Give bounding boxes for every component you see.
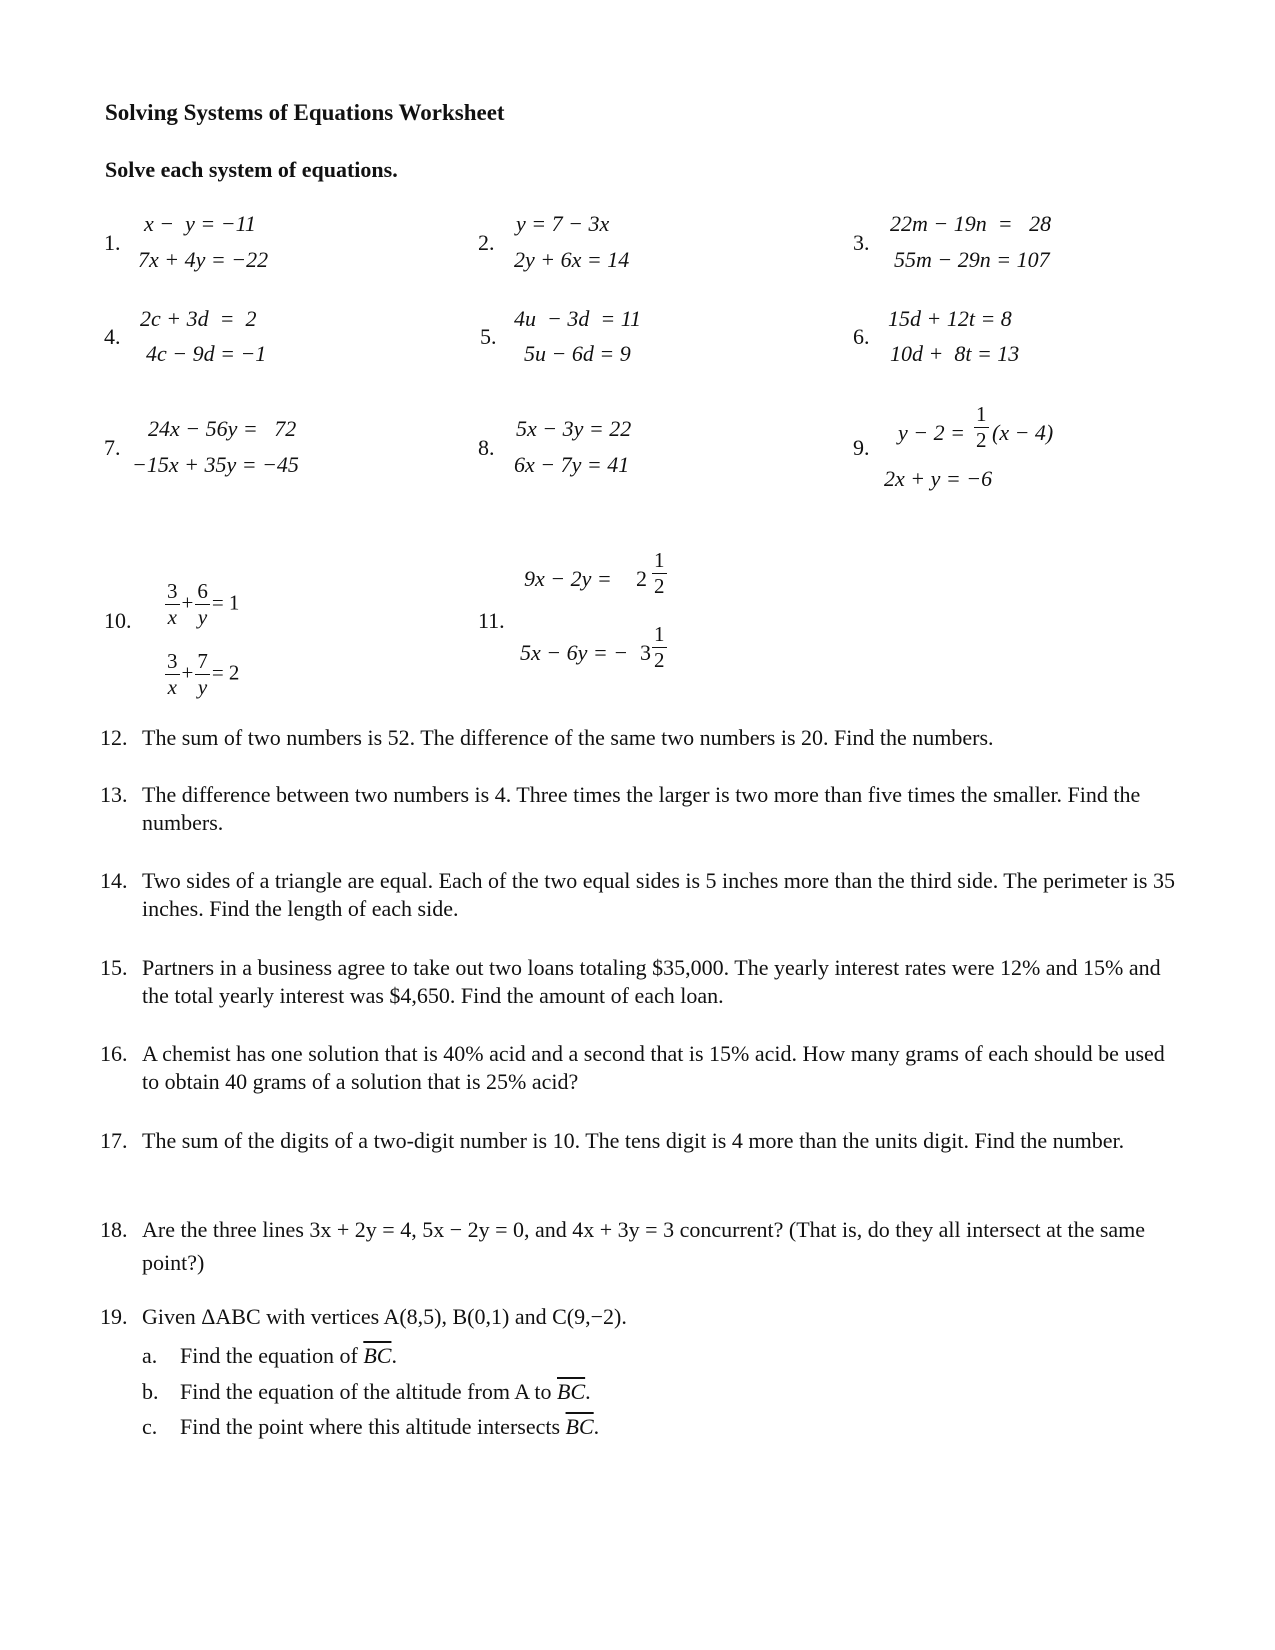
fraction-denominator: 2 [654, 648, 665, 672]
word-problem-19 [100, 1303, 1180, 1331]
fraction-denominator: y [197, 605, 208, 629]
equation-1 [898, 420, 965, 446]
problem-number: 2. [478, 230, 495, 255]
fraction-denominator: 2 [976, 428, 987, 452]
part-text-body: Find the point where this altitude intersects [180, 1414, 561, 1439]
segment-label: $\overline{BC}$ [363, 1343, 392, 1368]
mixed-number-whole: 3 [640, 640, 651, 665]
equation-2: 2y + 6x = 14 [514, 247, 630, 272]
equation-2: 4c − 9d = −1 [146, 341, 267, 366]
fraction-numerator: 1 [976, 402, 987, 426]
part-letter: a. [142, 1343, 158, 1368]
fraction [972, 404, 991, 451]
equation-2: 2x + y = −6 [884, 466, 993, 491]
equation-2: 55m − 29n = 107 [894, 247, 1050, 272]
part-letter: c. [142, 1414, 158, 1439]
equation-1: 2c + 3d = 2 [140, 306, 257, 331]
problem-text: The sum of two numbers is 52. The difference of the same two numbers is 20. Find the numbers. [142, 725, 994, 750]
fraction-denominator: x [167, 605, 177, 629]
problem-number: 4. [104, 324, 121, 349]
word-problem-13 [100, 781, 1180, 837]
problem-number: 5. [480, 324, 497, 349]
equation-2: −15x + 35y = −45 [132, 452, 299, 477]
mixed-number-fraction [650, 624, 669, 671]
problem-number: 6. [853, 324, 870, 349]
word-problem-17 [100, 1127, 1180, 1155]
word-problem-14 [100, 867, 1180, 923]
word-problem-12 [100, 724, 1180, 752]
fraction-numerator: 7 [197, 649, 208, 673]
operator: + [181, 590, 194, 615]
segment-label: $\overline{BC}$ [565, 1414, 594, 1439]
problem-text: A chemist has one solution that is 40% acid and a second that is 15% acid. How many grams of each should be used to obtain 40 grams of a solution that is 25% acid? [142, 1041, 1165, 1094]
problem-number: 17. [100, 1128, 128, 1153]
problem-number: 1. [104, 230, 121, 255]
fraction-numerator: 1 [654, 548, 665, 572]
equation-2: 5u − 6d = 9 [524, 341, 631, 366]
mixed-number-whole: 2 [636, 566, 647, 591]
fraction-denominator: y [197, 675, 208, 699]
equation-1: 24x − 56y = 72 [148, 416, 297, 441]
equation-2 [142, 626, 239, 723]
word-problem-18 [100, 1213, 1180, 1279]
problem-text: Given ΔABC with vertices A(8,5), B(0,1) and C(9,−2). [142, 1304, 627, 1329]
problem-number: 7. [104, 435, 121, 460]
word-problem-15 [100, 954, 1180, 1010]
problem-number: 16. [100, 1041, 128, 1066]
right-hand-side: = 2 [211, 660, 240, 685]
equation-1: 15d + 12t = 8 [888, 306, 1012, 331]
problem-number: 18. [100, 1217, 128, 1242]
problem-number: 12. [100, 725, 128, 750]
equation-1: 4u − 3d = 11 [514, 306, 642, 331]
problem-number: 10. [104, 608, 132, 633]
part-text [180, 1414, 599, 1440]
part-text [180, 1343, 397, 1369]
fraction-numerator: 6 [197, 579, 208, 603]
equation-left: y − 2 = [898, 420, 965, 445]
problem-text: Partners in a business agree to take out two loans totaling $35,000. The yearly interest rates were 12% and 15% and the total yearly interest was $4,650. Find the amount of each loan. [142, 955, 1161, 1008]
operator: + [181, 660, 194, 685]
problem-text: The difference between two numbers is 4. Three times the larger is two more than five times the smaller. Find the numbers. [142, 782, 1141, 835]
part-text-end: . [391, 1343, 397, 1368]
segment-label: $\overline{BC}$ [557, 1379, 586, 1404]
equation-right: (x − 4) [992, 420, 1054, 445]
part-text-end: . [585, 1379, 591, 1404]
problem-number: 19. [100, 1304, 128, 1329]
word-problem-16 [100, 1040, 1180, 1096]
problem-number: 13. [100, 782, 128, 807]
problem-number: 14. [100, 868, 128, 893]
equation-1: 9x − 2y = [524, 566, 612, 591]
fraction-denominator: 2 [654, 574, 665, 598]
problem-number: 11. [478, 608, 505, 633]
equation-2: 6x − 7y = 41 [514, 452, 630, 477]
fraction-denominator: x [167, 675, 177, 699]
equation-1: x − y = −11 [144, 211, 256, 236]
problem-text: Are the three lines 3x + 2y = 4, 5x − 2y = 0, and 4x + 3y = 3 concurrent? (That is, do they all intersect at the same point?) [142, 1217, 1146, 1275]
equation-2: 7x + 4y = −22 [138, 247, 269, 272]
instructions: Solve each system of equations. [105, 157, 398, 182]
problem-text: The sum of the digits of a two-digit number is 10. The tens digit is 4 more than the units digit. Find the number. [142, 1128, 1125, 1153]
equation-2: 5x − 6y = − [520, 640, 629, 665]
right-hand-side: = 1 [211, 590, 240, 615]
part-text-body: Find the equation of the altitude from A to [180, 1379, 552, 1404]
part-letter: b. [142, 1379, 159, 1404]
equation-1: 5x − 3y = 22 [516, 416, 632, 441]
part-text [180, 1379, 591, 1405]
problem-text: Two sides of a triangle are equal. Each of the two equal sides is 5 inches more than the third side. The perimeter is 35 inches. Find the length of each side. [142, 868, 1175, 921]
problem-number: 8. [478, 435, 495, 460]
fraction-numerator: 1 [654, 622, 665, 646]
problem-number: 3. [853, 230, 870, 255]
problem-number: 9. [853, 435, 870, 460]
mixed-number-fraction [650, 550, 669, 597]
equation-1: 22m − 19n = 28 [890, 211, 1052, 236]
equation-2: 10d + 8t = 13 [890, 341, 1020, 366]
fraction-numerator: 3 [167, 579, 178, 603]
fraction-numerator: 3 [167, 649, 178, 673]
equation-1: y = 7 − 3x [516, 211, 610, 236]
problem-number: 15. [100, 955, 128, 980]
part-text-end: . [593, 1414, 600, 1439]
page-title: Solving Systems of Equations Worksheet [105, 100, 505, 125]
part-text-body: Find the equation of [180, 1343, 358, 1368]
